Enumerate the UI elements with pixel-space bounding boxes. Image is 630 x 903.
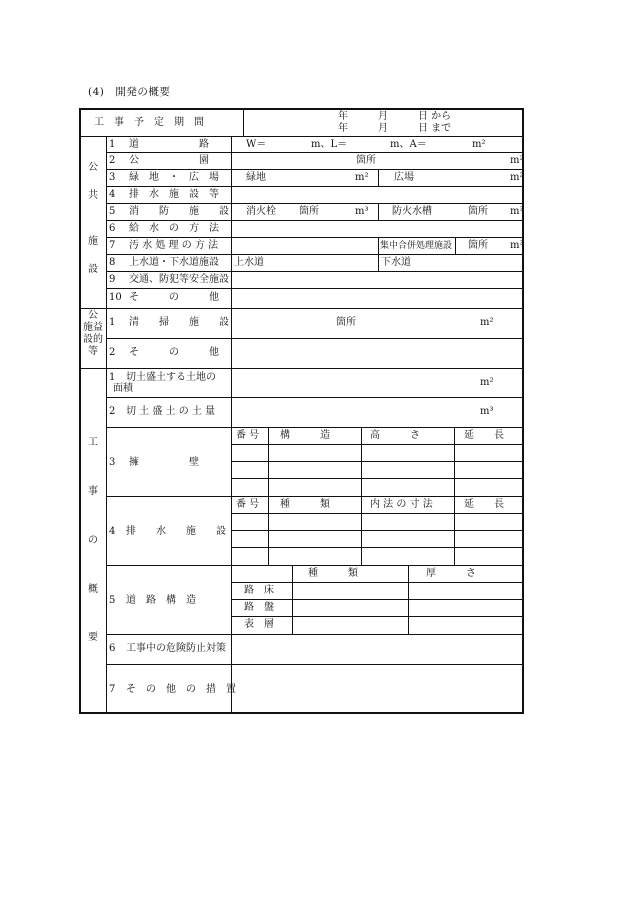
column-divider <box>243 110 244 136</box>
item-label: 排 水 施 設 <box>126 526 226 537</box>
item-label: 切土盛土する土地の <box>126 372 216 383</box>
column-header: 種 類 <box>280 499 330 510</box>
item-label: 清 掃 施 設 <box>129 317 229 328</box>
tank-unit: m³ <box>510 206 524 217</box>
road-width: W＝ <box>246 139 267 150</box>
item-label: 汚 水 処 理 の 方 法 <box>129 240 219 251</box>
group-benefit-char: 施益 <box>83 322 103 333</box>
item-label: そ の 他 の 措 置 <box>126 684 236 695</box>
item-label: 工事中の危険防止対策 <box>126 643 226 654</box>
column-header: 種 類 <box>308 568 358 579</box>
period-from: 年 月 日 から <box>338 111 452 122</box>
group-public-char: 共 <box>88 190 98 201</box>
hydrant-count: 箇所 <box>299 206 319 217</box>
group-work-char: の <box>88 535 98 546</box>
column-divider <box>361 496 362 565</box>
item-label: 道 路 構 造 <box>126 595 196 606</box>
row-divider <box>106 186 524 187</box>
tank-label: 防火水槽 <box>392 206 432 217</box>
hydrant-label: 消火栓 <box>246 206 276 217</box>
item-number: 3 <box>109 457 116 468</box>
row-divider <box>80 308 524 309</box>
park-unit: m² <box>510 155 524 166</box>
column-divider <box>106 136 107 713</box>
group-work-char: 工 <box>88 437 98 448</box>
tank-count: 箇所 <box>468 206 488 217</box>
column-divider <box>268 427 269 496</box>
item-number: 6 <box>109 643 116 654</box>
grid-line <box>231 599 524 600</box>
group-public-char: 公 <box>88 162 98 173</box>
column-divider <box>231 136 232 713</box>
period-label: 工 事 予 定 期 間 <box>94 117 204 128</box>
item-label: 切 土 盛 土 の 土 量 <box>126 406 216 417</box>
cut-area-unit: m² <box>480 377 494 388</box>
item-label: そ の 他 <box>129 292 219 303</box>
row-divider <box>106 427 524 428</box>
group-benefit-char: 等 <box>88 346 98 357</box>
row-divider <box>106 237 524 238</box>
plaza-label: 広場 <box>394 172 414 183</box>
column-divider <box>292 565 293 634</box>
sewer-label: 下水道 <box>381 257 411 268</box>
column-header: 内 法 の 寸 法 <box>370 499 433 510</box>
item-number: 4 <box>109 189 116 200</box>
row-divider <box>106 496 524 497</box>
column-divider <box>378 237 379 254</box>
row-divider <box>106 254 524 255</box>
group-public-char: 施 <box>88 236 98 247</box>
row-header: 路 盤 <box>244 602 274 613</box>
row-divider <box>106 634 524 635</box>
item-label: 擁 壁 <box>129 457 199 468</box>
grid-line <box>231 616 524 617</box>
column-divider <box>378 254 379 271</box>
plaza-unit: m² <box>510 172 524 183</box>
grid-line <box>231 444 524 445</box>
column-header: 番 号 <box>236 430 260 441</box>
group-benefit-char: 設的 <box>83 334 103 345</box>
item-number: 2 <box>109 347 116 358</box>
cut-volume-unit: m³ <box>480 406 494 417</box>
item-label: そ の 他 <box>129 347 219 358</box>
item-number: 1 <box>109 372 116 383</box>
item-label: 緑 地 ・ 広 場 <box>129 172 219 183</box>
green-label: 緑地 <box>246 172 266 183</box>
item-number: 10 <box>109 292 122 303</box>
green-unit: m² <box>355 172 369 183</box>
road-unit: m² <box>472 139 486 150</box>
item-label: 道 路 <box>129 139 209 150</box>
sewage-count: 箇所 <box>468 240 488 251</box>
column-divider <box>361 427 362 496</box>
item-label: 消 防 施 設 <box>129 206 229 217</box>
column-header: 番 号 <box>236 499 260 510</box>
row-divider <box>80 368 524 369</box>
park-count: 箇所 <box>356 155 376 166</box>
item-number: 1 <box>109 317 116 328</box>
group-work-char: 事 <box>88 486 98 497</box>
item-number: 5 <box>109 206 116 217</box>
item-number: 3 <box>109 172 116 183</box>
item-label: 公 園 <box>129 155 209 166</box>
grid-line <box>231 461 524 462</box>
column-header: 延 長 <box>464 430 504 441</box>
row-divider <box>106 664 524 665</box>
item-number: 5 <box>109 595 116 606</box>
row-header: 路 床 <box>244 585 274 596</box>
row-divider <box>106 338 524 339</box>
column-header: 延 長 <box>464 499 504 510</box>
group-work-char: 概 <box>88 584 98 595</box>
item-label: 排 水 施 設 等 <box>129 189 219 200</box>
group-benefit-char: 公 <box>88 310 98 321</box>
item-number: 2 <box>109 406 116 417</box>
column-header: 厚 さ <box>426 568 476 579</box>
item-number: 4 <box>109 526 116 537</box>
row-divider <box>106 397 524 398</box>
column-divider <box>378 203 379 220</box>
item-number: 2 <box>109 155 116 166</box>
road-area: m、A＝ <box>390 139 427 150</box>
column-divider <box>378 169 379 186</box>
item-number: 7 <box>109 684 116 695</box>
item-label: 上水道・下水道施設 <box>129 257 219 268</box>
grid-line <box>231 547 524 548</box>
grid-line <box>231 582 524 583</box>
cleaning-count: 箇所 <box>336 317 356 328</box>
water-supply-label: 上水道 <box>234 257 264 268</box>
item-label: 給 水 の 方 法 <box>129 223 219 234</box>
item-number: 9 <box>109 274 116 285</box>
row-divider <box>106 152 524 153</box>
sewage-facility-label: 集中合併処理施設 <box>380 241 453 251</box>
row-divider <box>106 288 524 289</box>
column-divider <box>454 427 455 496</box>
row-divider <box>80 136 524 137</box>
row-divider <box>106 203 524 204</box>
column-divider <box>455 237 456 254</box>
column-header: 高 さ <box>370 430 420 441</box>
grid-line <box>231 530 524 531</box>
row-divider <box>106 169 524 170</box>
hydrant-unit: m³ <box>355 206 369 217</box>
group-public-char: 設 <box>88 264 98 275</box>
grid-line <box>231 513 524 514</box>
cleaning-unit: m² <box>480 317 494 328</box>
column-divider <box>268 496 269 565</box>
item-label: 交通、防犯等安全施設 <box>129 274 229 285</box>
period-to: 年 月 日 まで <box>338 123 452 134</box>
section-heading: (4) 開発の概要 <box>88 86 171 98</box>
sewage-unit: m³ <box>510 240 524 251</box>
item-number: 7 <box>109 240 116 251</box>
row-header: 表 層 <box>244 619 274 630</box>
column-header: 構 造 <box>280 430 330 441</box>
item-number: 8 <box>109 257 116 268</box>
item-label: 面積 <box>113 383 133 394</box>
group-work-char: 要 <box>88 632 98 643</box>
road-length: m、L＝ <box>311 139 348 150</box>
row-divider <box>106 220 524 221</box>
item-number: 1 <box>109 139 116 150</box>
column-divider <box>454 496 455 565</box>
column-divider <box>408 565 409 634</box>
item-number: 6 <box>109 223 116 234</box>
row-divider <box>106 565 524 566</box>
row-divider <box>106 271 524 272</box>
grid-line <box>231 478 524 479</box>
